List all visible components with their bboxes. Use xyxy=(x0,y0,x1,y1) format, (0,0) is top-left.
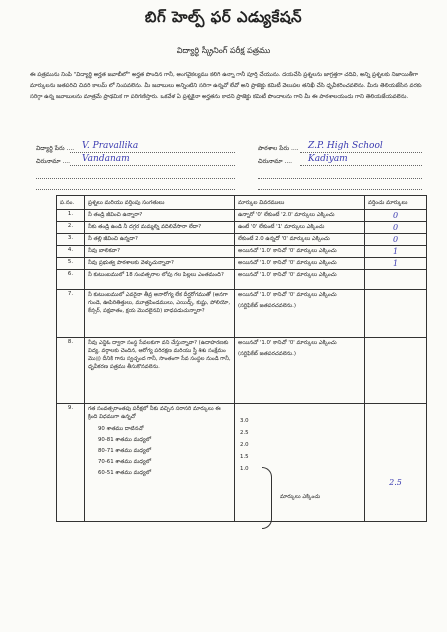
scale-instruction: మార్కులు ఎక్కించు xyxy=(280,494,321,500)
row-number: 2. xyxy=(57,222,85,234)
row-number: 5. xyxy=(57,258,85,270)
row-details: లేకుంటే 2.0 ఉన్నదో '0' మార్కులు ఎక్కించు xyxy=(235,234,365,246)
student-name-field xyxy=(36,141,139,153)
table-row xyxy=(57,258,427,270)
row-marks xyxy=(365,210,427,222)
row-question: నీ కుటుంబములో ఎవరైనా తీవ్ర అనారోగ్య లేక దీర్ఘరోగముతో (అనగా గుండె, ఊపిరితిత్తులు, మూత్రపిండములు, ఎయిడ్స్, కుష్టు, పోలియో, కేన్సర్, పక్షవాతం, క్షయ మొదలైనవి) బాధపడుచున్నారా? xyxy=(85,290,235,338)
student-name-line xyxy=(70,152,235,153)
row-marks xyxy=(365,290,427,338)
row-details: అయినచో '1.0' కానిచో '0' మార్కులు ఎక్కించు xyxy=(235,258,365,270)
grade-range-item: 70-61 శాతము మధ్యలో xyxy=(98,459,152,465)
header-details: మార్కుల వివరములు xyxy=(235,196,365,210)
school-address-field xyxy=(258,154,348,166)
brace-shape xyxy=(262,467,272,529)
school-address-label: చిరునామా .... xyxy=(258,158,293,165)
student-extra-line-1 xyxy=(36,178,235,179)
row-marks xyxy=(365,270,427,290)
row-marks xyxy=(365,258,427,270)
grade-range-item: 90 శాతము దాటినచో xyxy=(98,426,144,432)
row-details-text: అయినచో '1.0' కానిచో '0' మార్కులు ఎక్కించు xyxy=(238,340,337,346)
marks-value: 1 xyxy=(392,259,399,268)
school-extra-line-1 xyxy=(258,178,422,179)
row-details xyxy=(235,338,365,404)
row-question-text: గత సంవత్సరాంతపు పరీక్షలో నీకు వచ్చిన సరాసరి మార్కులు ఈ క్రింది విధముగా ఉన్నచో xyxy=(88,406,221,420)
row-details xyxy=(235,290,365,338)
row-question: నీవు ఎన్జిఓ ద్వారా సంస్థ సేవలకుగా వని చేస్తున్నావా? (ఉదాహరణకు విద్య, వర్గాలకు చెందిన, ఆరోగ్య పరిరక్షణ మరియు స్త్రీ శిశు సంక్షేమం మొ॥) దీనికి గాను స్వచ్ఛంద గానీ, సొంతంగా సేవ సంస్థల నుండి గానీ, ధృవీకరణ పత్రము తీసుకొనవలెను. xyxy=(85,338,235,404)
student-name-value: V. Pravallika xyxy=(82,141,139,151)
marks-value: 2.5 xyxy=(389,477,402,487)
grade-range-item: 90-81 శాతము మధ్యలో xyxy=(98,437,152,443)
form-subtitle: విద్యార్థి స్క్రీనింగ్ పరీక్ష పత్రము xyxy=(176,46,271,55)
row-number: 4. xyxy=(57,246,85,258)
marks-value: 0 xyxy=(392,211,399,220)
table-row xyxy=(57,210,427,222)
school-name-value: Z.P. High School xyxy=(308,141,383,151)
student-extra-line-2 xyxy=(36,189,235,190)
header-serial: ప.నం. xyxy=(57,196,85,210)
scale-value: 1.0 xyxy=(240,466,249,472)
row-question xyxy=(85,404,235,522)
student-address-value: Vandanam xyxy=(82,154,130,164)
school-address-line xyxy=(300,165,422,166)
grade-range-item: 80-71 శాతము మధ్యలో xyxy=(98,448,152,454)
row-details: ఉన్నారో '0' లేకుంటే '2.0' మార్కులు ఎక్కించు xyxy=(235,210,365,222)
row-details-text: అయినచో '1.0' కానిచో '0' మార్కులు ఎక్కించు xyxy=(238,292,337,298)
row-details xyxy=(235,404,365,522)
scale-value: 2.5 xyxy=(240,430,249,436)
table-row xyxy=(57,290,427,338)
certificate-note: (సర్టిఫికేట్ జతపరచవలెను.) xyxy=(238,303,296,309)
student-address-field xyxy=(36,154,130,166)
grade-scale-box xyxy=(238,405,361,520)
certificate-note: (సర్టిఫికేట్ జతపరచవలెను.) xyxy=(238,351,296,357)
grade-scale xyxy=(240,415,249,475)
table-row xyxy=(57,404,427,522)
table-row xyxy=(57,222,427,234)
header-question: ప్రశ్నలు మరియు వర్తింపు సంగతులు xyxy=(85,196,235,210)
row-marks xyxy=(365,404,427,522)
grade-range-list xyxy=(88,424,231,479)
student-address-line xyxy=(70,165,235,166)
row-number: 7. xyxy=(57,290,85,338)
row-marks xyxy=(365,338,427,404)
row-number: 3. xyxy=(57,234,85,246)
row-details: ఉంటే '0' లేకుంటే '1' మార్కులు ఎక్కించు xyxy=(235,222,365,234)
scale-value: 1.5 xyxy=(240,454,249,460)
row-number: 1. xyxy=(57,210,85,222)
table-header-row xyxy=(57,196,427,210)
row-question: నీకు తండ్రి ఉండి నీ దగ్గర మమ్మల్ని వదిలివేసారా లేదా? xyxy=(85,222,235,234)
row-marks xyxy=(365,222,427,234)
row-question: నీ తండ్రి జీవించి ఉన్నారా? xyxy=(85,210,235,222)
row-marks xyxy=(365,234,427,246)
school-name-label: పాఠశాల పేరు .... xyxy=(258,145,299,152)
school-extra-line-2 xyxy=(258,189,422,190)
row-question: నీ కుటుంబములో 18 సంవత్సరాల లోపు గల పిల్లలు ఎంతమంది? xyxy=(85,270,235,290)
marks-value: 0 xyxy=(392,235,399,244)
table-row xyxy=(57,246,427,258)
row-question: నీవు ప్రభుత్వ పాఠశాలకు వెళ్ళుచున్నావా? xyxy=(85,258,235,270)
row-number: 8. xyxy=(57,338,85,404)
marks-value: 1 xyxy=(392,247,399,256)
row-marks xyxy=(365,246,427,258)
table-row xyxy=(57,338,427,404)
row-number: 6. xyxy=(57,270,85,290)
marks-value: 0 xyxy=(392,223,399,232)
scale-value: 2.0 xyxy=(240,442,249,448)
grade-range-item: 60-51 శాతము మధ్యలో xyxy=(98,470,152,476)
school-name-line xyxy=(300,152,422,153)
header-marks: వర్తించు మార్కులు xyxy=(365,196,427,210)
row-question: నీవు బాలికవా? xyxy=(85,246,235,258)
student-address-label: చిరునామా .... xyxy=(36,158,71,165)
row-details: అయినచో '1.0' కానిచో '0' మార్కులు ఎక్కించు xyxy=(235,270,365,290)
student-name-label: విద్యార్థి పేరు .... xyxy=(36,145,75,152)
row-question: నీ తల్లి జీవించి ఉన్నదా? xyxy=(85,234,235,246)
row-number: 9. xyxy=(57,404,85,522)
school-name-field xyxy=(258,141,383,153)
form-title: బిగ్ హెల్ప్ ఫర్ ఎడ్యుకేషన్ xyxy=(144,8,303,26)
school-address-value: Kadiyam xyxy=(308,154,348,164)
scale-value: 3.0 xyxy=(240,418,249,424)
table-row xyxy=(57,270,427,290)
instructions-paragraph: ఈ పత్రమును నింపి "విద్యార్థి అర్హత జవాబీలో" అర్హత పొందిన గానీ, అంగవైకల్యము కలిగి ఉన్నా గానీ పూర్తి చేయును. దయచేసి ప్రశ్నలను జాగ్రత్తగా చదివి, అన్ని ప్రశ్నలకు నిజాయితీగా మార్కులను జతపరిచి చివరి కాలమ్ లో నింపవలెను. మీ జవాబులు అన్నింటిని సరిగా ఉన్నవో లేవో అని ప్రాజెక్టు కమిటీ వెలుపల తనిఖీ చేసి ధృవీకరించవలెను. మీరు తెలియజేసిన వరకు సరిగ్గా ఉన్న జవాబులను మాత్రమే ప్రాథమిక గా పరిగణిస్తారు. ఒకవేళ ఏ ప్రశ్నకైనా అర్హతను కాదని ప్రాజెక్టు కమిటీ పొందాలను గాని మీ ఈ పాఠశాలయందు గాని తెలియజేయవలెను. xyxy=(30,72,422,100)
table-row xyxy=(57,234,427,246)
row-details: అయినచో '1.0' కానిచో '0' మార్కులు ఎక్కించు xyxy=(235,246,365,258)
screening-questions-table xyxy=(56,195,427,522)
